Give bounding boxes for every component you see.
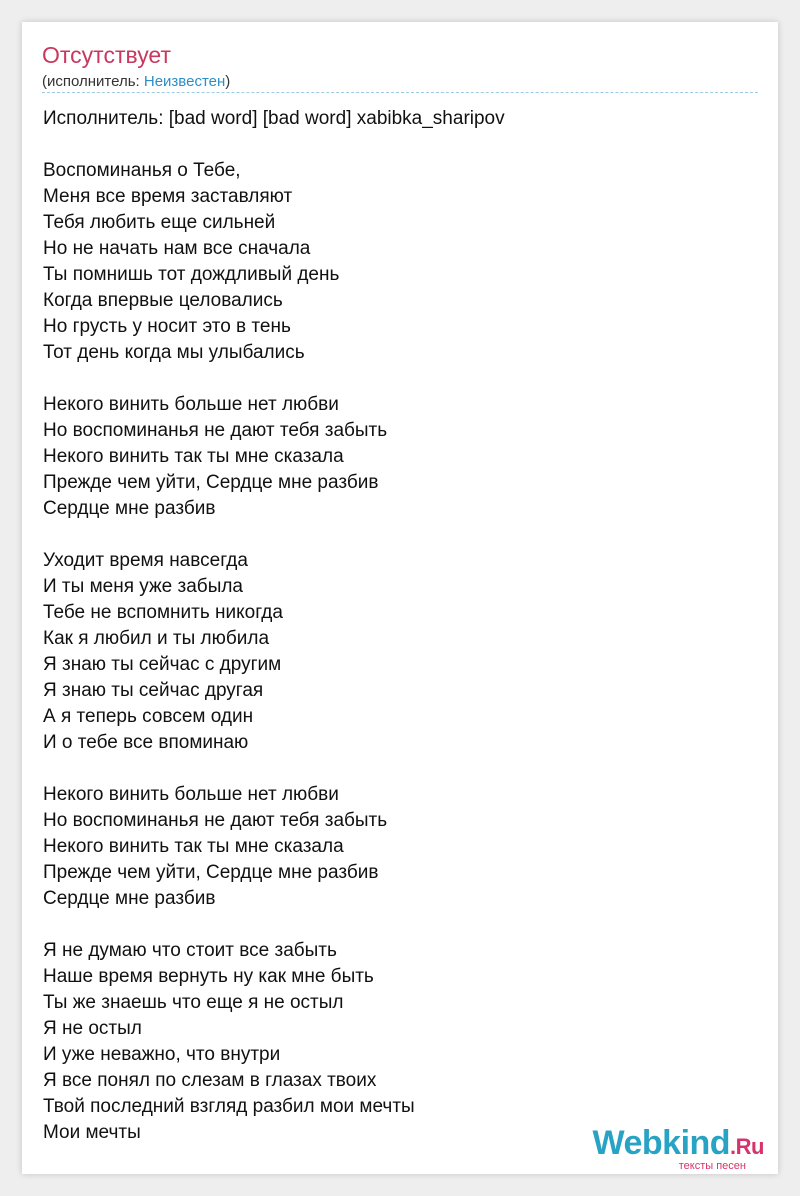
lyric-line: Мои мечты bbox=[43, 1122, 141, 1143]
stanza bbox=[43, 548, 505, 756]
lyric-line: Сердце мне разбив bbox=[43, 888, 216, 909]
artist-link[interactable]: Неизвестен bbox=[143, 73, 226, 90]
artist-prefix: (исполнитель: bbox=[42, 73, 144, 90]
logo-tagline: тексты песен bbox=[678, 1160, 746, 1172]
lyric-line: Наше время вернуть ну как мне быть bbox=[43, 966, 374, 987]
stanza bbox=[43, 392, 505, 522]
stanza bbox=[43, 158, 505, 366]
lyric-line: Тот день когда мы улыбались bbox=[43, 342, 305, 363]
lyric-line: А я теперь совсем один bbox=[43, 706, 254, 727]
lyric-line: Я все понял по слезам в глазах твоих bbox=[43, 1070, 377, 1091]
logo-wordmark bbox=[593, 1126, 765, 1164]
lyric-line: Но воспоминанья не дают тебя забыть bbox=[43, 420, 388, 441]
lyric-line: И уже неважно, что внутри bbox=[43, 1044, 281, 1065]
lyric-line: Но грусть у носит это в тень bbox=[43, 316, 291, 337]
lyric-line: Некого винить больше нет любви bbox=[43, 784, 339, 805]
performer-line: Исполнитель: [bad word] [bad word] xabibka_sharipov bbox=[43, 108, 505, 129]
lyrics-body bbox=[43, 106, 505, 1146]
lyric-line: Уходит время навсегда bbox=[43, 550, 248, 571]
lyric-line: Твой последний взгляд разбил мои мечты bbox=[43, 1096, 415, 1117]
lyric-line: Я не думаю что стоит все забыть bbox=[43, 940, 337, 961]
artist-subtitle bbox=[42, 73, 230, 90]
lyric-line: Меня все время заставляют bbox=[43, 186, 293, 207]
lyric-line: Но не начать нам все сначала bbox=[43, 238, 311, 259]
lyric-line: Некого винить так ты мне сказала bbox=[43, 446, 344, 467]
lyric-line: Я знаю ты сейчас другая bbox=[43, 680, 264, 701]
lyric-line: Тебе не вспомнить никогда bbox=[43, 602, 283, 623]
lyric-line: Ты же знаешь что еще я не остыл bbox=[43, 992, 344, 1013]
lyric-line: Но воспоминанья не дают тебя забыть bbox=[43, 810, 388, 831]
lyric-line: Прежде чем уйти, Сердце мне разбив bbox=[43, 862, 379, 883]
lyric-line: Некого винить больше нет любви bbox=[43, 394, 339, 415]
lyric-line: И ты меня уже забыла bbox=[43, 576, 244, 597]
lyric-line: Сердце мне разбив bbox=[43, 498, 216, 519]
logo-suffix: .Ru bbox=[730, 1134, 764, 1159]
lyric-line: И о тебе все впоминаю bbox=[43, 732, 249, 753]
lyrics-card bbox=[22, 22, 778, 1174]
lyric-line: Когда впервые целовались bbox=[43, 290, 283, 311]
webkind-logo[interactable] bbox=[592, 1124, 765, 1172]
lyric-line: Воспоминанья о Тебе, bbox=[43, 160, 241, 181]
artist-suffix: ) bbox=[225, 73, 231, 90]
divider bbox=[42, 92, 758, 93]
logo-name: Webkind bbox=[592, 1124, 731, 1162]
stanza bbox=[43, 938, 505, 1146]
lyric-line: Тебя любить еще сильней bbox=[43, 212, 276, 233]
lyric-line: Ты помнишь тот дождливый день bbox=[43, 264, 340, 285]
lyric-line: Как я любил и ты любила bbox=[43, 628, 270, 649]
lyric-line: Я не остыл bbox=[43, 1018, 142, 1039]
lyric-line: Прежде чем уйти, Сердце мне разбив bbox=[43, 472, 379, 493]
lyric-line: Я знаю ты сейчас с другим bbox=[43, 654, 282, 675]
stanza bbox=[43, 782, 505, 912]
lyric-line: Некого винить так ты мне сказала bbox=[43, 836, 344, 857]
song-title: Отсутствует bbox=[42, 42, 171, 68]
